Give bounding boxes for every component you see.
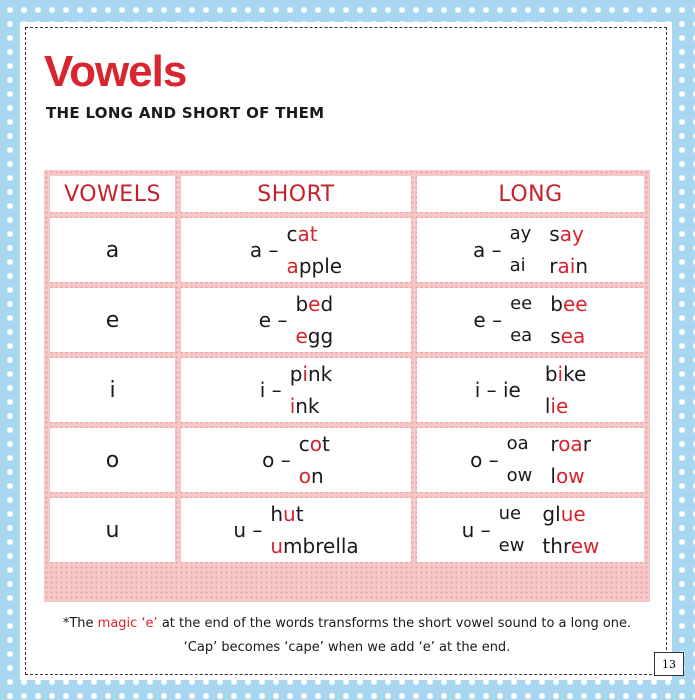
highlighted-letters: ew xyxy=(570,534,600,558)
highlighted-letters: u xyxy=(283,502,296,526)
short-words xyxy=(295,288,333,352)
highlighted-letters: i xyxy=(289,394,296,418)
vowel-table xyxy=(44,170,650,602)
highlighted-letters: ai xyxy=(557,254,576,278)
highlighted-letters: ay xyxy=(559,222,584,246)
example-word xyxy=(542,530,599,562)
long-spellings xyxy=(510,218,532,282)
example-word xyxy=(295,288,333,320)
column-header-long: LONG xyxy=(417,176,644,212)
short-entry xyxy=(233,498,358,562)
footnote-line-1 xyxy=(34,612,660,636)
short-entry xyxy=(259,288,333,352)
spelling: ew xyxy=(498,535,525,556)
column-header-vowels: VOWELS xyxy=(50,176,175,212)
long-lead: e – xyxy=(473,308,503,332)
highlighted-letters: at xyxy=(297,222,318,246)
example-word xyxy=(549,218,588,250)
short-lead: o – xyxy=(262,448,291,472)
word-part: s xyxy=(550,324,561,348)
short-lead: u – xyxy=(233,518,263,542)
spelling: ai xyxy=(509,255,526,276)
long-lead: u – xyxy=(461,518,491,542)
long-lead: i – ie xyxy=(474,378,521,402)
short-entry xyxy=(250,218,342,282)
highlighted-letters: oa xyxy=(558,432,583,456)
short-words xyxy=(290,358,333,422)
highlighted-letters: a xyxy=(286,254,299,278)
vowel-cell: i xyxy=(50,358,175,422)
example-word xyxy=(545,358,586,390)
highlighted-letters: ee xyxy=(562,292,588,316)
example-word xyxy=(545,390,586,422)
example-word xyxy=(549,250,588,282)
long-cell xyxy=(417,358,644,422)
vowel-cell: u xyxy=(50,498,175,562)
highlighted-letters: o xyxy=(309,432,322,456)
highlighted-letters: ie xyxy=(550,394,569,418)
spelling: ay xyxy=(509,223,532,244)
word-part: r xyxy=(549,254,558,278)
word-part: r xyxy=(550,432,559,456)
long-cell xyxy=(417,288,644,352)
word-part: l xyxy=(544,394,551,418)
long-spellings xyxy=(507,428,533,492)
page-number: 13 xyxy=(654,652,684,676)
short-lead: e – xyxy=(258,308,288,332)
long-entry xyxy=(475,358,587,422)
spelling: ee xyxy=(510,293,533,314)
highlighted-letters: ue xyxy=(560,502,586,526)
short-words xyxy=(270,498,358,562)
example-word xyxy=(290,390,333,422)
spelling: ow xyxy=(506,465,533,486)
long-cell xyxy=(417,428,644,492)
footnote xyxy=(34,612,660,660)
column-header-short: SHORT xyxy=(181,176,411,212)
example-word xyxy=(295,320,333,352)
example-word xyxy=(287,250,343,282)
vowel-table-grid xyxy=(50,176,644,596)
short-cell xyxy=(181,498,411,562)
long-spellings xyxy=(510,288,532,352)
word-part: c xyxy=(286,222,298,246)
page-title: Vowels xyxy=(44,47,187,96)
word-part: thr xyxy=(542,534,571,558)
footnote-text: *The xyxy=(62,616,98,631)
vowel-cell: a xyxy=(50,218,175,282)
short-lead: i – xyxy=(259,378,282,402)
long-words xyxy=(550,288,587,352)
word-part: s xyxy=(549,222,560,246)
vowel-cell: e xyxy=(50,288,175,352)
footnote-text: at the end of the words transforms the short vowel sound to a long one. xyxy=(157,616,632,631)
word-part: h xyxy=(270,502,284,526)
example-word xyxy=(550,460,591,492)
long-words xyxy=(549,218,588,282)
long-cell xyxy=(417,498,644,562)
short-cell xyxy=(181,358,411,422)
short-cell xyxy=(181,428,411,492)
highlighted-letters: o xyxy=(298,464,311,488)
example-word xyxy=(290,358,333,390)
spelling: ea xyxy=(510,325,533,346)
page-subtitle: THE LONG AND SHORT OF THEM xyxy=(46,104,325,122)
word-part: b xyxy=(550,292,563,316)
highlighted-letters: i xyxy=(302,362,308,386)
long-lead: o – xyxy=(470,448,499,472)
word-part: b xyxy=(544,362,558,386)
word-part: n xyxy=(575,254,589,278)
long-spellings xyxy=(499,498,525,562)
example-word xyxy=(550,320,587,352)
short-entry xyxy=(260,358,332,422)
example-word xyxy=(299,460,330,492)
long-lead: a – xyxy=(472,238,502,262)
word-part: pple xyxy=(298,254,343,278)
highlighted-letters: ea xyxy=(560,324,586,348)
word-part: l xyxy=(550,464,556,488)
page xyxy=(20,22,676,680)
example-word xyxy=(542,498,599,530)
word-part: gg xyxy=(307,324,334,348)
example-word xyxy=(299,428,330,460)
highlighted-letters: e xyxy=(308,292,321,316)
spelling: ue xyxy=(498,503,522,524)
vowel-cell: o xyxy=(50,428,175,492)
highlighted-letters: e xyxy=(295,324,308,348)
word-part: n xyxy=(311,464,324,488)
short-words xyxy=(287,218,343,282)
long-entry xyxy=(473,288,587,352)
short-cell xyxy=(181,218,411,282)
magic-e-highlight: magic ‘e’ xyxy=(97,616,158,631)
long-cell xyxy=(417,218,644,282)
highlighted-letters: u xyxy=(270,534,284,558)
word-part: d xyxy=(320,292,334,316)
short-cell xyxy=(181,288,411,352)
long-entry xyxy=(473,218,588,282)
short-words xyxy=(299,428,330,492)
long-words xyxy=(545,358,586,422)
word-part: gl xyxy=(542,502,561,526)
short-lead: a – xyxy=(249,238,279,262)
example-word xyxy=(270,498,358,530)
long-entry xyxy=(470,428,591,492)
word-part: p xyxy=(289,362,303,386)
word-part: t xyxy=(295,502,304,526)
highlighted-letters: i xyxy=(557,362,564,386)
word-part: r xyxy=(582,432,591,456)
word-part: c xyxy=(298,432,310,456)
short-entry xyxy=(262,428,330,492)
long-entry xyxy=(462,498,600,562)
word-part: b xyxy=(295,292,309,316)
example-word xyxy=(550,428,591,460)
long-words xyxy=(550,428,591,492)
word-part: nk xyxy=(307,362,333,386)
example-word xyxy=(550,288,587,320)
example-word xyxy=(287,218,343,250)
spelling: oa xyxy=(506,433,529,454)
word-part: mbrella xyxy=(283,534,359,558)
highlighted-letters: ow xyxy=(555,464,585,488)
word-part: t xyxy=(322,432,330,456)
word-part: nk xyxy=(295,394,320,418)
footnote-line-2: ‘Cap’ becomes ‘cape’ when we add ‘e’ at the end. xyxy=(183,640,511,655)
example-word xyxy=(270,530,358,562)
long-words xyxy=(542,498,599,562)
word-part: ke xyxy=(563,362,587,386)
